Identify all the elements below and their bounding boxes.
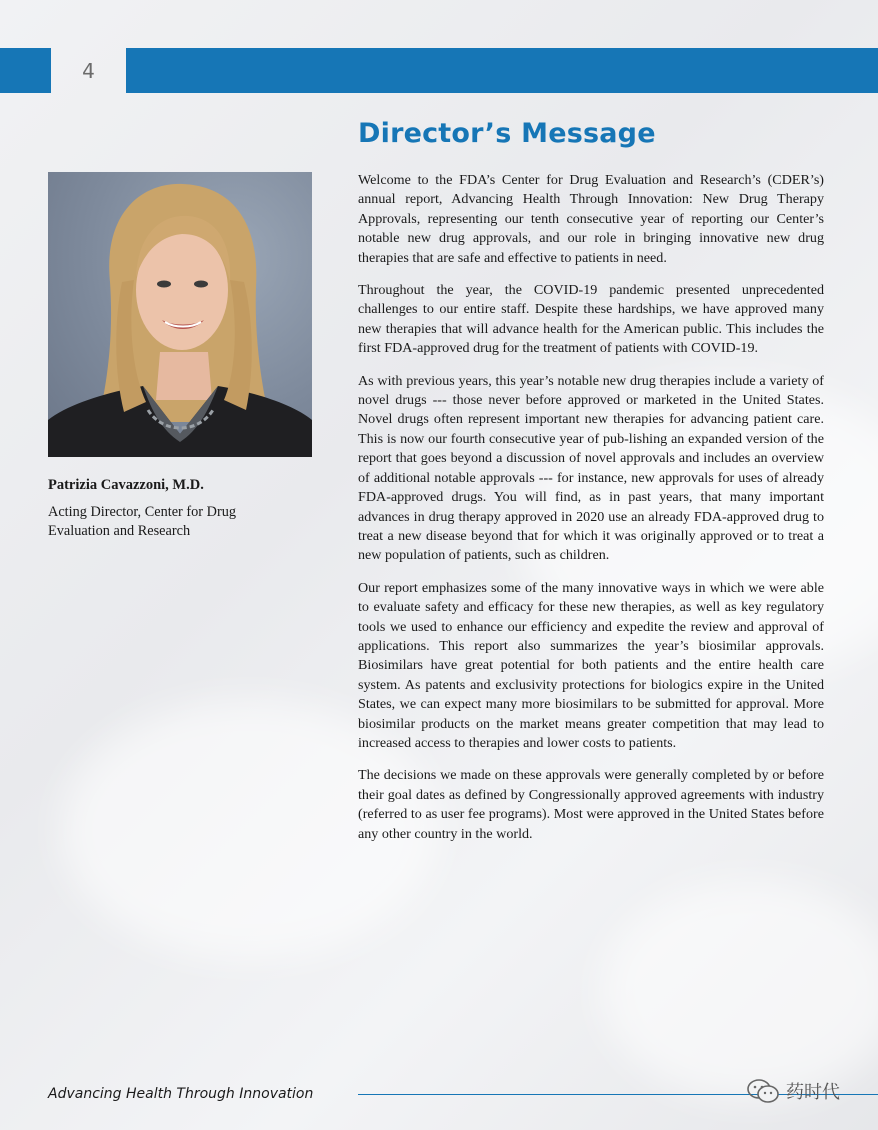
paragraph: As with previous years, this year’s notable new drug therapies include a variety of novel drugs --- those never before approved or marketed in the United States. Novel drugs often represent important new therapies for advancing patient care. This is now our fourth consecutive year of pub-lishing an expanded version of the report that goes beyond a discussion of novel approvals and includes an overview of additional notable approvals --- for instance, new approvals for uses of already FDA-approved drugs. You will find, as in past years, that many important advances in drug therapy approved in 2020 use an already FDA-approved drug to treat a new disease beyond that for which it was originally approved or to treat a new population of patients, such as children. bbox=[358, 372, 824, 564]
wechat-icon bbox=[746, 1078, 780, 1104]
background-shape bbox=[600, 880, 878, 1100]
page-number: 4 bbox=[82, 58, 95, 83]
paragraph: Our report emphasizes some of the many innovative ways in which we were able to evaluate safety and efficacy for these new therapies, as well as key regulatory tools we used to enhance our efficiency and expedite the review and approval of applications. This report also summarizes the year’s biosimilar approvals. Biosimilars have great potential for both patients and the entire health care system. As patents and exclusivity protections for biologics expire in the United States, we can expect many more biosimilars to be submitted for approval. More biosimilar products on the market means greater competition that may lead to increased access to therapies and lower costs to patients. bbox=[358, 579, 824, 751]
director-title: Acting Director, Center for Drug Evaluation and Research bbox=[48, 504, 237, 539]
director-portrait bbox=[48, 172, 312, 457]
page-title: Director’s Message bbox=[358, 118, 656, 149]
director-name: Patrizia Cavazzoni, M.D. bbox=[48, 477, 204, 493]
footer-report-title: Advancing Health Through Innovation bbox=[48, 1086, 314, 1102]
header-band-right bbox=[126, 48, 878, 93]
watermark bbox=[746, 1078, 840, 1104]
paragraph: Welcome to the FDA’s Center for Drug Evaluation and Research’s (CDER’s) annual report, Advancing Health Through Innovation: New Drug Therapy Approvals, representing our tenth consecutive year of reporting our Center’s notable new drug approvals, and our role in bringing innovative new drug therapies that are safe and effective to patients in need. bbox=[358, 172, 824, 266]
paragraph: The decisions we made on these approvals were generally completed by or before their goal dates as defined by Congressionally approved agreements with industry (referred to as user fee programs). Most were approved in the United States before any other country in the world. bbox=[358, 767, 824, 842]
paragraph: Throughout the year, the COVID-19 pandemic presented unprecedented challenges to our entire staff. Despite these hardships, we have approved many new therapies that will advance health for the American public. This includes the first FDA-approved drug for the treatment of patients with COVID-19. bbox=[358, 282, 824, 357]
header-band-left bbox=[0, 48, 51, 93]
portrait-illustration bbox=[48, 172, 312, 457]
message-body bbox=[358, 171, 824, 857]
watermark-text: 药时代 bbox=[786, 1082, 840, 1103]
